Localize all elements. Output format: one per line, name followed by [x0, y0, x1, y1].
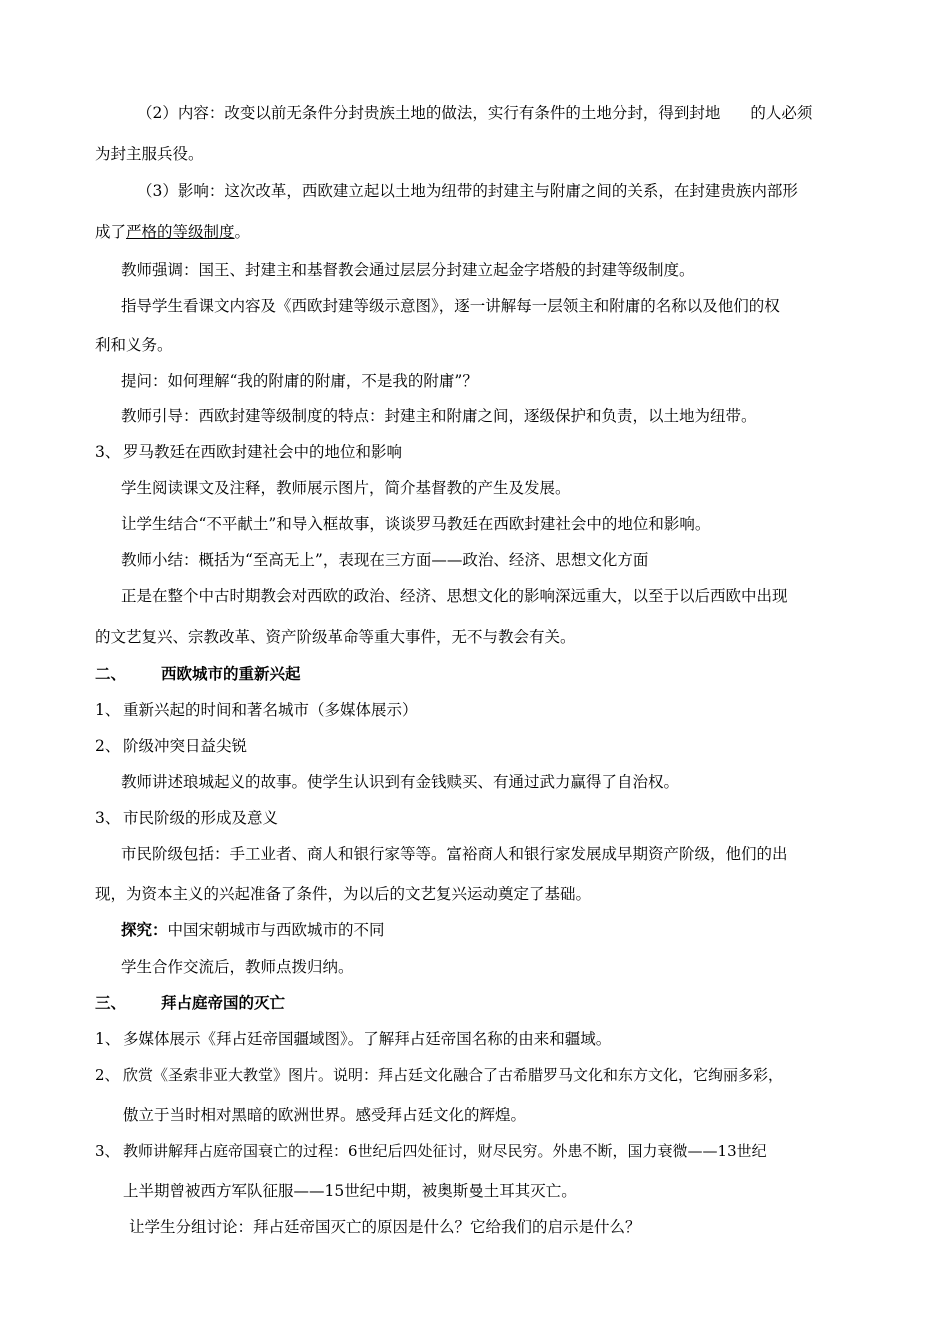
paragraph-line: 为封主服兵役。 — [95, 145, 204, 163]
item-number: 1、 — [95, 701, 121, 719]
text-content-clause-end: 的人必须 — [750, 104, 813, 122]
numbered-item — [95, 700, 418, 720]
numbered-item — [95, 1065, 783, 1085]
paragraph-line: 的文艺复兴、宗教改革、资产阶级革命等重大事件，无不与教会有关。 — [95, 628, 576, 646]
paragraph-line: 傲立于当时相对黑暗的欧洲世界。感受拜占廷文化的辉煌。 — [123, 1106, 527, 1124]
section-heading — [95, 664, 301, 684]
item-text: 重新兴起的时间和著名城市（多媒体展示） — [123, 701, 418, 719]
heading-number: 二、 — [95, 665, 127, 683]
numbered-item — [95, 1141, 767, 1161]
paragraph-line: 现，为资本主义的兴起准备了条件，为以后的文艺复兴运动奠定了基础。 — [95, 885, 592, 903]
numbered-item — [95, 808, 278, 828]
item-number: 3、 — [95, 443, 121, 461]
paragraph-line: 学生阅读课文及注释，教师展示图片，简介基督教的产生及发展。 — [121, 479, 571, 497]
paragraph-line: 让学生结合“不平献土”和导入框故事，谈谈罗马教廷在西欧封建社会中的地位和影响。 — [121, 515, 711, 533]
inquiry-text: 中国宋朝城市与西欧城市的不同 — [167, 921, 385, 939]
numbered-item — [95, 442, 402, 462]
paragraph-line: 教师引导：西欧封建等级制度的特点：封建主和附庸之间，逐级保护和负责，以土地为纽带。 — [121, 407, 757, 425]
paragraph-line: 利和义务。 — [95, 336, 173, 354]
paragraph-line: 让学生分组讨论：拜占廷帝国灭亡的原因是什么？它给我们的启示是什么？ — [129, 1218, 641, 1236]
text-suffix: 。 — [234, 223, 251, 241]
paragraph-line: 正是在整个中古时期教会对西欧的政治、经济、思想文化的影响深远重大，以至于以后西欧中出现 — [121, 587, 788, 605]
text-content-clause: （2）内容：改变以前无条件分封贵族土地的做法，实行有条件的土地分封，得到封地 — [137, 104, 721, 122]
paragraph-line — [137, 103, 812, 123]
item-number: 3、 — [95, 809, 121, 827]
item-number: 3、 — [95, 1142, 120, 1160]
paragraph-line — [121, 920, 385, 940]
item-text: 教师讲解拜占庭帝国衰亡的过程：6世纪后四处征讨，财尽民穷。外患不断，国力衰微——13世纪 — [123, 1142, 767, 1160]
heading-text: 西欧城市的重新兴起 — [161, 665, 301, 683]
paragraph-line: 教师讲述琅城起义的故事。使学生认识到有金钱赎买、有通过武力赢得了自治权。 — [121, 773, 680, 791]
item-text: 多媒体展示《拜占廷帝国疆域图》。了解拜占廷帝国名称的由来和疆域。 — [123, 1030, 612, 1048]
numbered-item — [95, 1029, 611, 1049]
item-number: 2、 — [95, 1066, 120, 1084]
item-number: 1、 — [95, 1030, 121, 1048]
paragraph-line: 市民阶级包括：手工业者、商人和银行家等等。富裕商人和银行家发展成早期资产阶级，他们的出 — [121, 845, 788, 863]
paragraph-line — [95, 222, 250, 242]
item-text: 阶级冲突日益尖锐 — [123, 737, 248, 755]
section-heading — [95, 993, 285, 1013]
heading-text: 拜占庭帝国的灭亡 — [161, 994, 286, 1012]
paragraph-line: 教师强调：国王、封建主和基督教会通过层层分封建立起金字塔般的封建等级制度。 — [121, 261, 695, 279]
heading-number: 三、 — [95, 994, 127, 1012]
paragraph-line: 指导学生看课文内容及《西欧封建等级示意图》，逐一讲解每一层领主和附庸的名称以及他们的权 — [121, 297, 780, 315]
numbered-item — [95, 736, 247, 756]
paragraph-line: （3）影响：这次改革，西欧建立起以土地为纽带的封建主与附庸之间的关系，在封建贵族内部形 — [137, 182, 798, 200]
text-prefix: 成了 — [95, 223, 127, 241]
inquiry-label: 探究： — [121, 921, 168, 939]
paragraph-line: 提问：如何理解“我的附庸的附庸，不是我的附庸”？ — [121, 372, 478, 390]
item-text: 罗马教廷在西欧封建社会中的地位和影响 — [123, 443, 403, 461]
paragraph-line: 上半期曾被西方军队征服——15世纪中期，被奥斯曼土耳其灭亡。 — [123, 1182, 577, 1200]
item-text: 欣赏《圣索非亚大教堂》图片。说明：拜占廷文化融合了古希腊罗马文化和东方文化，它绚丽多彩， — [123, 1066, 784, 1084]
paragraph-line: 教师小结：概括为“至高无上”，表现在三方面——政治、经济、思想文化方面 — [121, 551, 649, 569]
underlined-term: 严格的等级制度 — [126, 223, 235, 241]
item-text: 市民阶级的形成及意义 — [123, 809, 279, 827]
item-number: 2、 — [95, 737, 121, 755]
paragraph-line: 学生合作交流后，教师点拨归纳。 — [121, 958, 354, 976]
